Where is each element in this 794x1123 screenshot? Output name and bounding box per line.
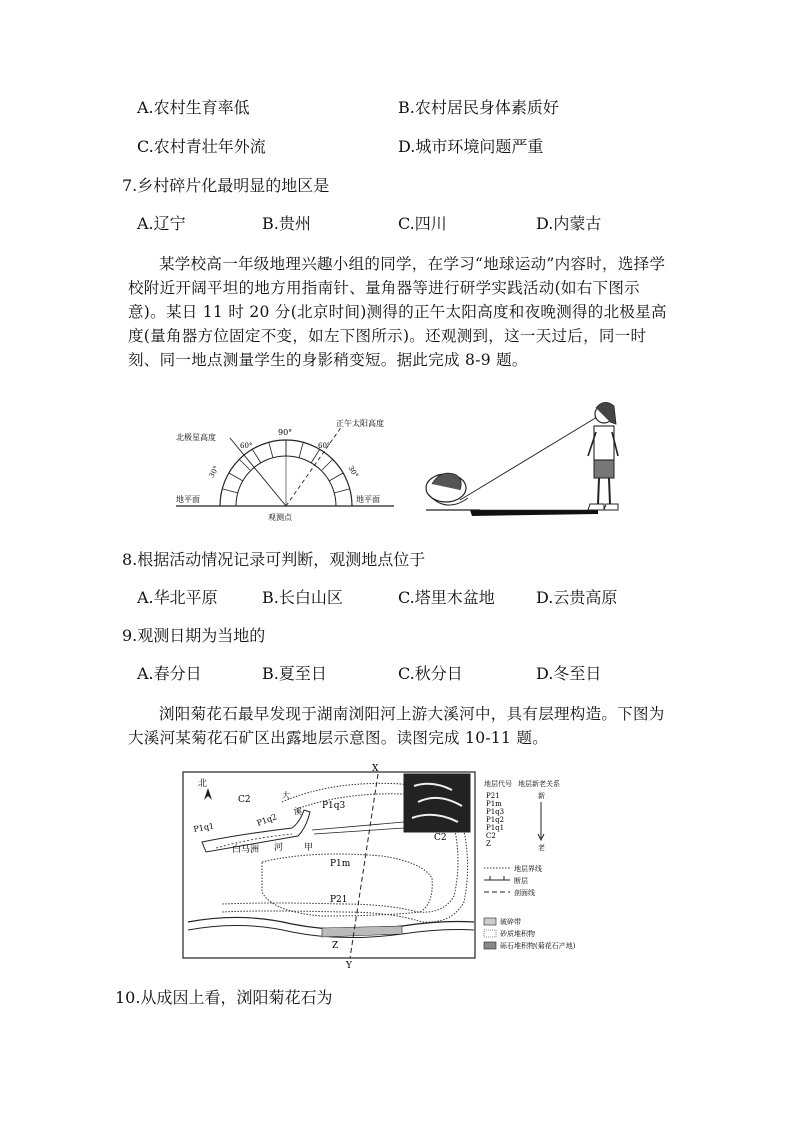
q9-option-a: A.春分日: [137, 664, 202, 683]
label-p1q2: P1q2: [255, 812, 279, 828]
q9-option-d: D.冬至日: [536, 664, 602, 683]
legend-code: P21: [486, 792, 500, 800]
label-horizon-left: 地平面: [176, 495, 200, 504]
q6-option-d: D.城市环境问题严重: [398, 137, 544, 156]
legend-code: Z: [486, 840, 491, 848]
legend-breccia: 破碎带: [500, 918, 521, 926]
label-baimazhou: 白马洲: [232, 845, 260, 855]
q6-option-a: A.农村生育率低: [137, 98, 250, 117]
river-label-da: 大: [282, 791, 290, 800]
legend-code: P1m: [486, 800, 502, 808]
q7-option-c: C.四川: [398, 214, 447, 233]
label-c2-left: C2: [238, 795, 251, 805]
label-p1q1: P1q1: [192, 821, 215, 834]
q7-option-d: D.内蒙古: [536, 214, 602, 233]
label-noon-sun: 正午太阳高度: [336, 419, 384, 428]
label-c2-right: C2: [434, 833, 447, 843]
q8-option-c: C.塔里木盆地: [398, 588, 495, 607]
label-horizon-right: 地平面: [356, 495, 380, 504]
legend-sand: 砂质堆积物: [500, 930, 535, 938]
tick-60-right: 60°: [318, 442, 331, 450]
q8-stem: 8.根据活动情况记录可判断，观测地点位于: [122, 550, 426, 569]
legend-code: C2: [486, 832, 496, 840]
legend-title-age: 地层新老关系: [518, 780, 560, 788]
legend-code: P1q1: [486, 824, 505, 832]
legend-code: P1q3: [486, 808, 505, 816]
legend-old: 老: [538, 844, 545, 852]
q10-stem: 10.从成因上看，浏阳菊花石为: [115, 988, 333, 1007]
shadow-measure-figure: [420, 392, 620, 522]
legend-section: 剖面线: [514, 889, 535, 897]
q7-option-a: A.辽宁: [137, 214, 186, 233]
section-y: Y: [346, 961, 352, 970]
legend-boundary: 地层界线: [514, 865, 542, 873]
q7-option-b: B.贵州: [262, 214, 311, 233]
label-he: 河: [274, 843, 284, 853]
label-p1m: P1m: [330, 859, 351, 869]
label-p21: P21: [330, 895, 348, 905]
geological-map: [182, 762, 614, 970]
label-observation-point: 观测点: [268, 513, 292, 522]
q8-option-d: D.云贵高原: [536, 588, 618, 607]
legend-fault: 断层: [514, 877, 528, 885]
legend-new: 新: [538, 792, 545, 800]
label-z: Z: [332, 941, 339, 951]
q9-stem: 9.观测日期为当地的: [122, 626, 266, 645]
label-p1q3: P1q3: [322, 801, 346, 811]
q9-option-b: B.夏至日: [262, 664, 327, 683]
river-label-xi: 溪: [294, 807, 302, 816]
legend-codes: [486, 792, 504, 848]
tick-90: 90°: [278, 428, 293, 437]
passage-chrysanthemum-stone: 浏阳菊花石最早发现于湖南浏阳河上游大溪河中，具有层理构造。下图为大溪河某菊花石矿区出露地层示意图。读图完成 10-11 题。: [128, 705, 665, 747]
tick-30-right: 30°: [346, 464, 360, 480]
protractor-figure: [170, 408, 400, 526]
north-label: 北: [198, 779, 208, 789]
tick-30-left: 30°: [207, 464, 221, 480]
q8-option-a: A.华北平原: [137, 588, 218, 607]
legend-gravel: 砾石堆积物(菊花石产地): [500, 942, 576, 950]
label-jia: 甲: [304, 843, 314, 853]
legend-title-code: 地层代号: [484, 780, 512, 788]
label-polaris: 北极星高度: [176, 433, 216, 442]
legend-code: P1q2: [486, 816, 505, 824]
section-x: X: [372, 764, 379, 774]
q7-stem: 7.乡村碎片化最明显的地区是: [122, 176, 330, 195]
q6-option-b: B.农村居民身体素质好: [398, 98, 559, 117]
q6-option-c: C.农村青壮年外流: [137, 137, 266, 156]
tick-60-left: 60°: [240, 442, 253, 450]
q8-option-b: B.长白山区: [262, 588, 343, 607]
passage-earth-motion: 某学校高一年级地理兴趣小组的同学，在学习“地球运动”内容时，选择学校附近开阔平坦的地方用指南针、量角器等进行研学实践活动(如右下图示意)。某日 11 时 20 分(北京时间)测得的正午太阳高度和夜晚测得的北极星高度(量角器方位固定不变，如左下图所示)。还观测到，这一天过后，同一时刻、同一地点测量学生的身影稍变短。据此完成 8-9 题。: [128, 255, 667, 369]
q9-option-c: C.秋分日: [398, 664, 463, 683]
